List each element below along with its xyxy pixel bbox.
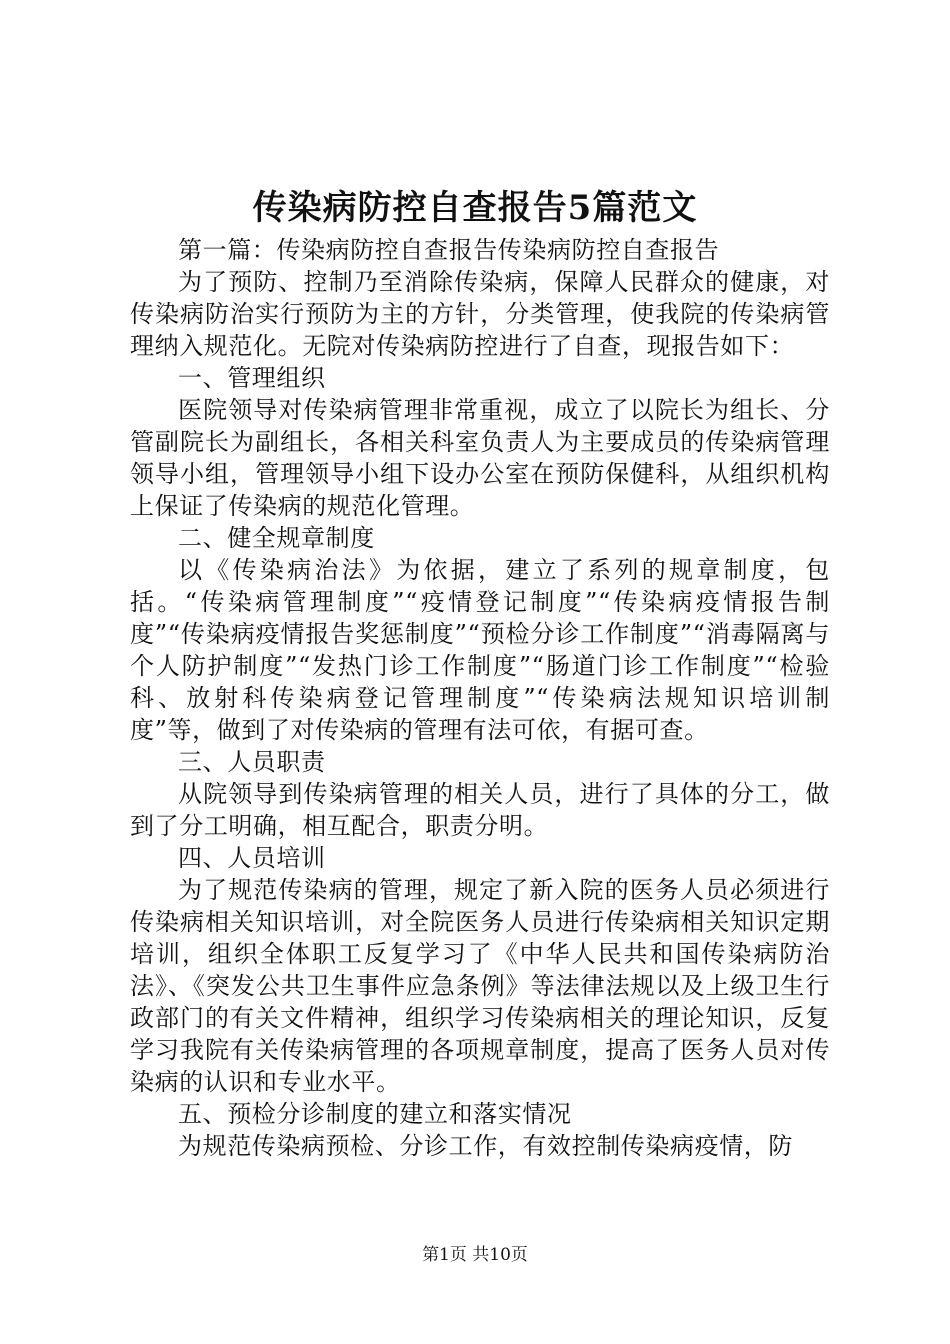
section-heading-3: 三、人员职责 [178,748,326,776]
section-heading-5: 五、预检分诊制度的建立和落实情况 [178,1100,572,1128]
document-body [130,234,830,1162]
section-heading-1: 一、管理组织 [178,364,326,392]
section-heading-4: 四、人员培训 [178,844,326,872]
paragraph-section-5: 为规范传染病预检、分诊工作，有效控制传染病疫情，防 [178,1132,793,1160]
paragraph-section-2: 以《传染病治法》为依据，建立了系列的规章制度，包括。“传染病管理制度”“疫情登记制度”“传染病疫情报告制度”“传染病疫情报告奖惩制度”“预检分诊工作制度”“消毒隔离与个人防护制度”“发热门诊工作制度”“肠道门诊工作制度”“检验科、放射科传染病登记管理制度”“传染病法规知识培训制度”等，做到了对传染病的管理有法可依，有据可查。 [130,556,830,744]
paragraph-intro: 为了预防、控制乃至消除传染病，保障人民群众的健康，对传染病防治实行预防为主的方针，分类管理，使我院的传染病管理纳入规范化。无院对传染病防控进行了自查，现报告如下： [130,268,830,360]
page-number-footer: 第1页 共10页 [422,1245,528,1265]
paragraph-section-4: 为了规范传染病的管理，规定了新入院的医务人员必须进行传染病相关知识培训，对全院医务人员进行传染病相关知识定期培训，组织全体职工反复学习了《中华人民共和国传染病防治法》、《突发公共卫生事件应急条例》等法律法规以及上级卫生行政部门的有关文件精神，组织学习传染病相关的理论知识，反复学习我院有关传染病管理的各项规章制度，提高了医务人员对传染病的认识和专业水平。 [130,876,830,1096]
paragraph-section-3: 从院领导到传染病管理的相关人员，进行了具体的分工，做到了分工明确，相互配合，职责分明。 [130,780,830,840]
paragraph-section-1: 医院领导对传染病管理非常重视，成立了以院长为组长、分管副院长为副组长，各相关科室负责人为主要成员的传染病管理领导小组，管理领导小组下设办公室在预防保健科，从组织机构上保证了传染病的规范化管理。 [130,396,830,520]
document-title: 传染病防控自查报告5篇范文 [252,188,698,228]
section-heading-2: 二、健全规章制度 [178,524,375,552]
paragraph-chapter-heading: 第一篇：传染病防控自查报告传染病防控自查报告 [178,236,720,264]
